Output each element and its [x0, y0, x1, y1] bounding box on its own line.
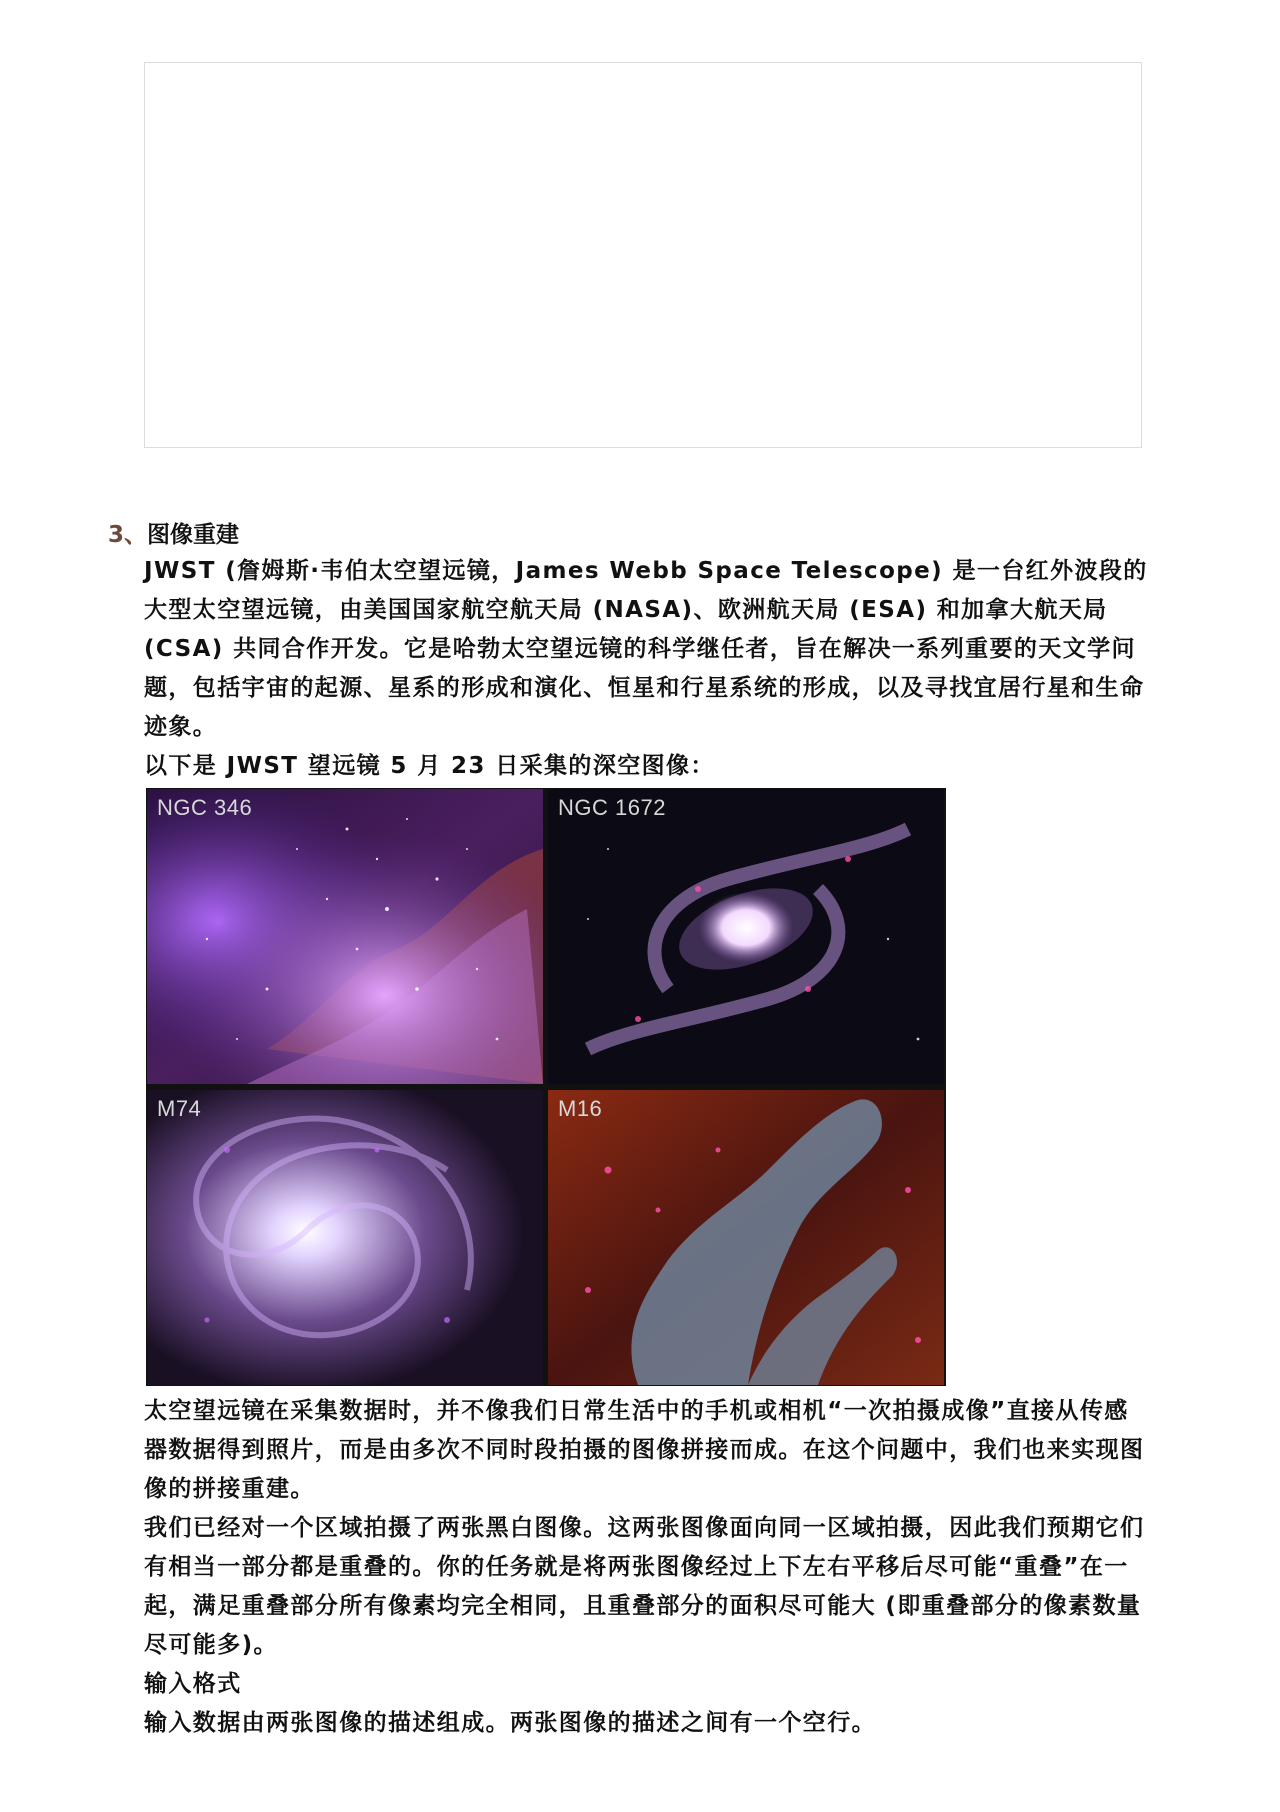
task-paragraph: 我们已经对一个区域拍摄了两张黑白图像。这两张图像面向同一区域拍摄，因此我们预期它们有相当一部分都是重叠的。你的任务就是将两张图像经过上下左右平移后尽可能“重叠”在一起，满足重叠部分所有像素均完全相同，且重叠部分的面积尽可能大 (即重叠部分的像素数量尽可能多)。	[144, 1515, 1145, 1658]
image-ngc1672	[548, 789, 944, 1084]
intro-paragraph: JWST (詹姆斯·韦伯太空望远镜，James Webb Space Telescope) 是一台红外波段的大型太空望远镜，由美国国家航空航天局 (NASA)、欧洲航天局 (ESA) 和加拿大航天局 (CSA) 共同合作开发。它是哈勃太空望远镜的科学继任者，旨在解决一系列重要的天文学问题，包括宇宙的起源、星系的形成和演化、恒星和行星系统的形成，以及寻找宜居行星和生命迹象。	[144, 558, 1148, 740]
image-label: M74	[157, 1096, 202, 1121]
image-m16	[548, 1090, 944, 1385]
image-label: NGC 1672	[558, 795, 666, 820]
section-title: 图像重建	[147, 522, 240, 548]
image-label: M16	[558, 1096, 603, 1121]
stitching-paragraph: 太空望远镜在采集数据时，并不像我们日常生活中的手机或相机“一次拍摄成像”直接从传感器数据得到照片，而是由多次不同时段拍摄的图像拼接而成。在这个问题中，我们也来实现图像的拼接重建。	[144, 1398, 1145, 1502]
section-heading	[108, 518, 1148, 552]
input-format-heading: 输入格式	[144, 1671, 242, 1697]
image-m74	[147, 1090, 543, 1385]
jwst-image-gallery	[146, 788, 946, 1386]
gallery-intro: 以下是 JWST 望远镜 5 月 23 日采集的深空图像：	[144, 753, 715, 779]
image-ngc346	[147, 789, 543, 1084]
image-label: NGC 346	[157, 795, 253, 820]
section-number: 3、	[108, 522, 148, 548]
embedded-content-frame	[144, 62, 1142, 448]
input-format-description: 输入数据由两张图像的描述组成。两张图像的描述之间有一个空行。	[144, 1710, 876, 1736]
problem-section	[108, 518, 1148, 1743]
